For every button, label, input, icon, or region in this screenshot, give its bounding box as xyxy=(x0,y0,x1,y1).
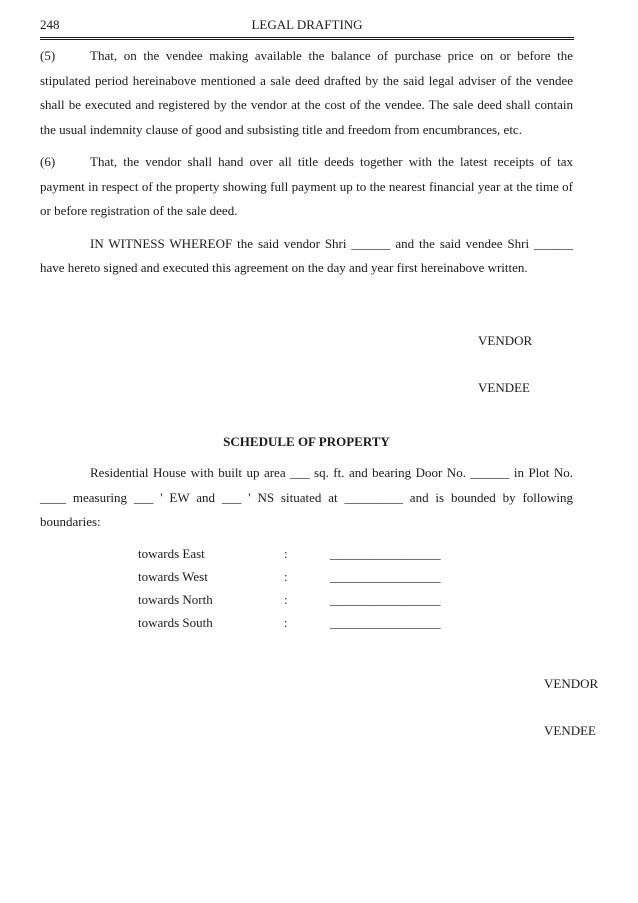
vendor-signature-2: VENDOR xyxy=(544,676,599,691)
boundary-colon: : xyxy=(284,615,288,630)
running-head: LEGAL DRAFTING xyxy=(251,17,363,32)
boundary-row-east xyxy=(138,542,450,565)
witness-paragraph: IN WITNESS WHEREOF the said vendor Shri ______ and the said vendee Shri ______ have hereto signed and executed this agreement on the day and year first hereinabove written. xyxy=(40,235,573,275)
boundary-direction: towards East xyxy=(138,546,205,561)
page-header xyxy=(40,15,574,40)
boundary-blank: _________________ xyxy=(330,592,441,607)
vendor-signature: VENDOR xyxy=(478,333,533,348)
boundary-direction: towards North xyxy=(138,592,213,607)
boundary-colon: : xyxy=(284,546,288,561)
boundary-blank: _________________ xyxy=(330,615,441,630)
vendee-signature-2: VENDEE xyxy=(544,723,596,738)
boundary-row-west xyxy=(138,565,450,588)
boundary-row-north xyxy=(138,588,450,611)
boundary-colon: : xyxy=(284,592,288,607)
clause-text: That, the vendor shall hand over all title deeds together with the latest receipts of tax payment in respect of the property showing full payment up to the nearest financial year at the time of or before registration of the sale deed. xyxy=(40,154,573,218)
clause-number: (5) xyxy=(40,48,56,63)
clause-6 xyxy=(40,150,573,224)
agreement-body xyxy=(40,44,573,289)
boundary-blank: _________________ xyxy=(330,546,441,561)
vendee-signature: VENDEE xyxy=(478,380,530,395)
clause-number: (6) xyxy=(40,154,56,169)
boundary-direction: towards West xyxy=(138,569,208,584)
boundary-row-south xyxy=(138,611,450,634)
boundary-blank: _________________ xyxy=(330,569,441,584)
clause-5 xyxy=(40,44,573,142)
boundaries-list xyxy=(138,542,450,634)
clause-text: That, on the vendee making available the balance of purchase price on or before the stipulated period hereinabove mentioned a sale deed drafted by the said legal adviser of the vendee shall be executed and registered by the vendor at the cost of the vendee. The sale deed shall contain the usual indemnity clause of good and subsisting title and freedom from encumbrances, etc. xyxy=(40,48,573,137)
page-number: 248 xyxy=(40,17,60,32)
boundary-direction: towards South xyxy=(138,615,213,630)
boundary-colon: : xyxy=(284,569,288,584)
schedule-title: SCHEDULE OF PROPERTY xyxy=(223,434,390,449)
schedule-description: Residential House with built up area ___ sq. ft. and bearing Door No. ______ in Plot No. ____ measuring ___ ' EW and ___ ' NS situated at _________ and is bounded by following boundaries: xyxy=(40,465,573,529)
